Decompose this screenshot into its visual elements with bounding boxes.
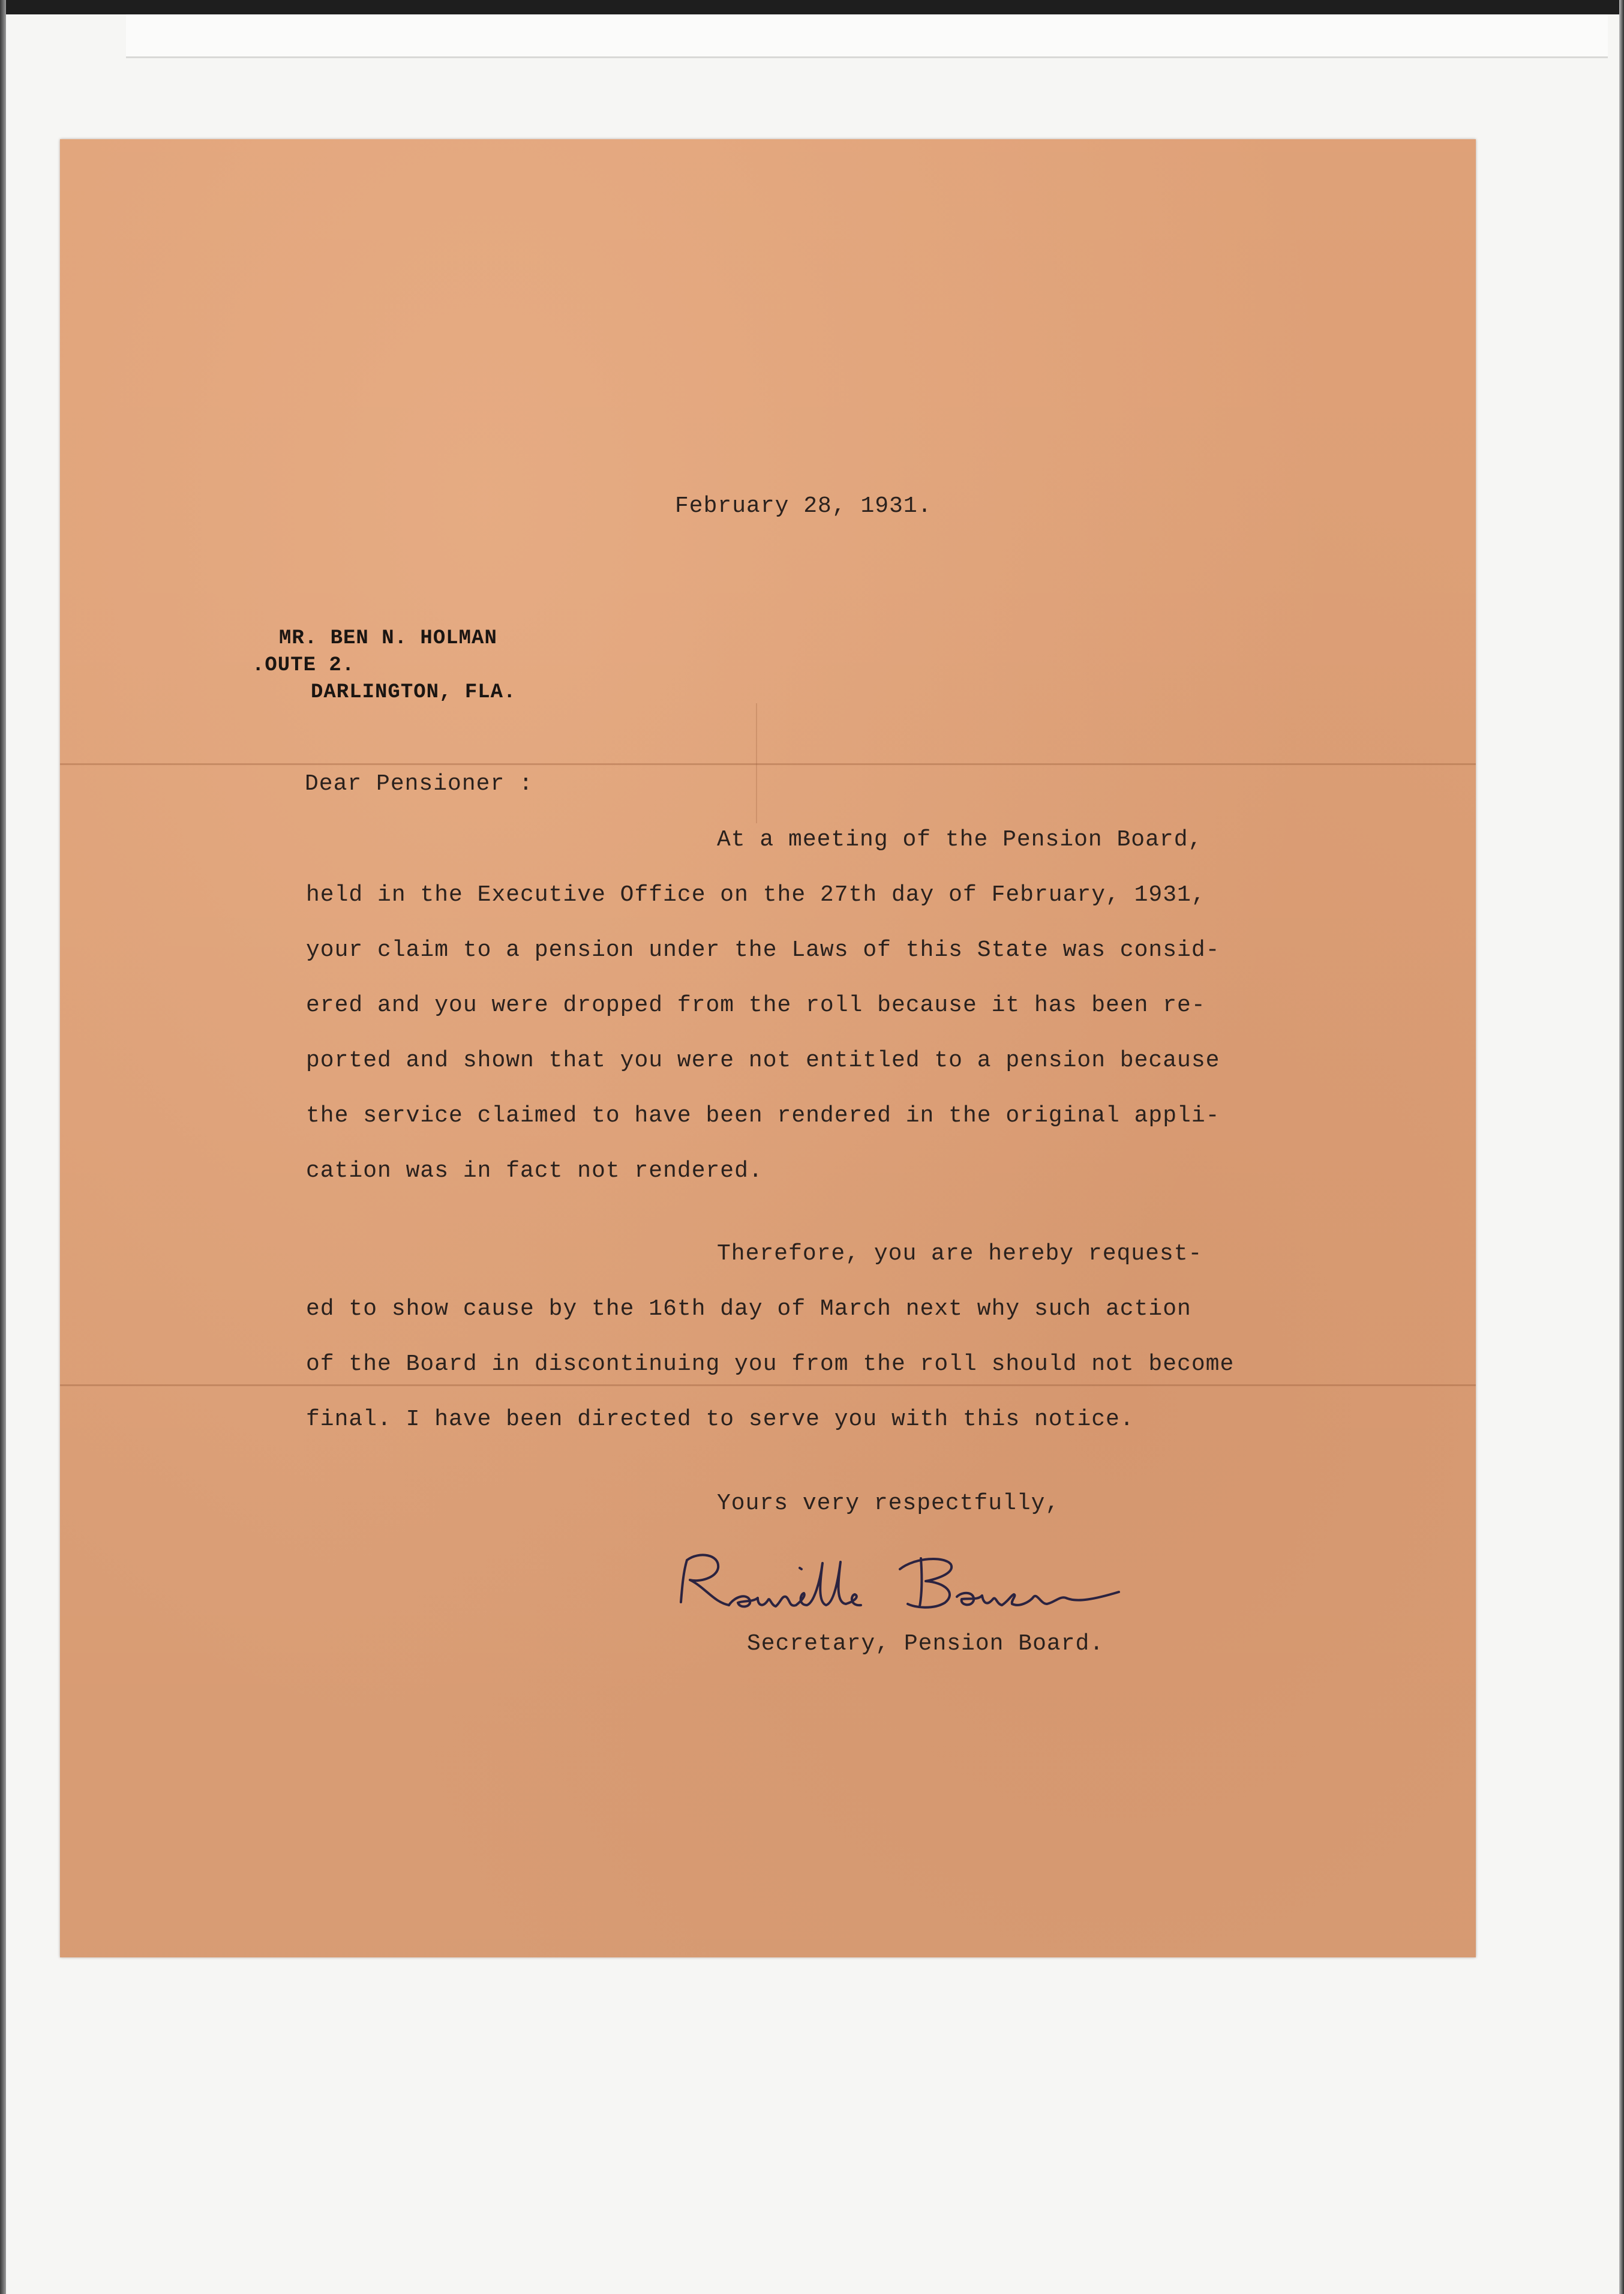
- paragraph1-line3: your claim to a pension under the Laws of this State was consid-: [306, 937, 1220, 963]
- fold-crease-lower: [60, 1384, 1476, 1386]
- paragraph2-line3: of the Board in discontinuing you from the roll should not become: [306, 1351, 1235, 1377]
- paragraph2-line2: ed to show cause by the 16th day of March next why such action: [306, 1296, 1191, 1322]
- scanner-edge-top: [0, 0, 1624, 14]
- paragraph2-line4: final. I have been directed to serve you with this notice.: [306, 1407, 1134, 1432]
- addressee-route: .OUTE 2.: [252, 654, 355, 677]
- backing-sheet-edge: [126, 14, 1608, 58]
- addressee-name: MR. BEN N. HOLMAN: [279, 627, 497, 650]
- paragraph1-line4: ered and you were dropped from the roll because it has been re-: [306, 992, 1206, 1018]
- paragraph1-line2: held in the Executive Office on the 27th day of February, 1931,: [306, 882, 1206, 908]
- paragraph1-line7: cation was in fact not rendered.: [306, 1158, 763, 1184]
- letter-date: February 28, 1931.: [675, 493, 932, 519]
- handwritten-signature: [663, 1545, 1143, 1623]
- fold-crease-upper: [60, 763, 1476, 765]
- paragraph2-line1: Therefore, you are hereby request-: [717, 1241, 1203, 1267]
- paragraph1-line1: At a meeting of the Pension Board,: [717, 827, 1203, 853]
- signer-title: Secretary, Pension Board.: [747, 1631, 1104, 1657]
- paragraph1-line6: the service claimed to have been rendered in the original appli-: [306, 1103, 1220, 1129]
- paragraph1-line5: ported and shown that you were not entitled to a pension because: [306, 1048, 1220, 1073]
- vertical-crease: [756, 703, 757, 823]
- closing: Yours very respectfully,: [717, 1491, 1060, 1516]
- scanner-edge-left: [0, 0, 6, 2294]
- salutation: Dear Pensioner :: [305, 771, 533, 797]
- scanner-edge-right: [1619, 0, 1624, 2294]
- addressee-city: DARLINGTON, FLA.: [311, 681, 517, 704]
